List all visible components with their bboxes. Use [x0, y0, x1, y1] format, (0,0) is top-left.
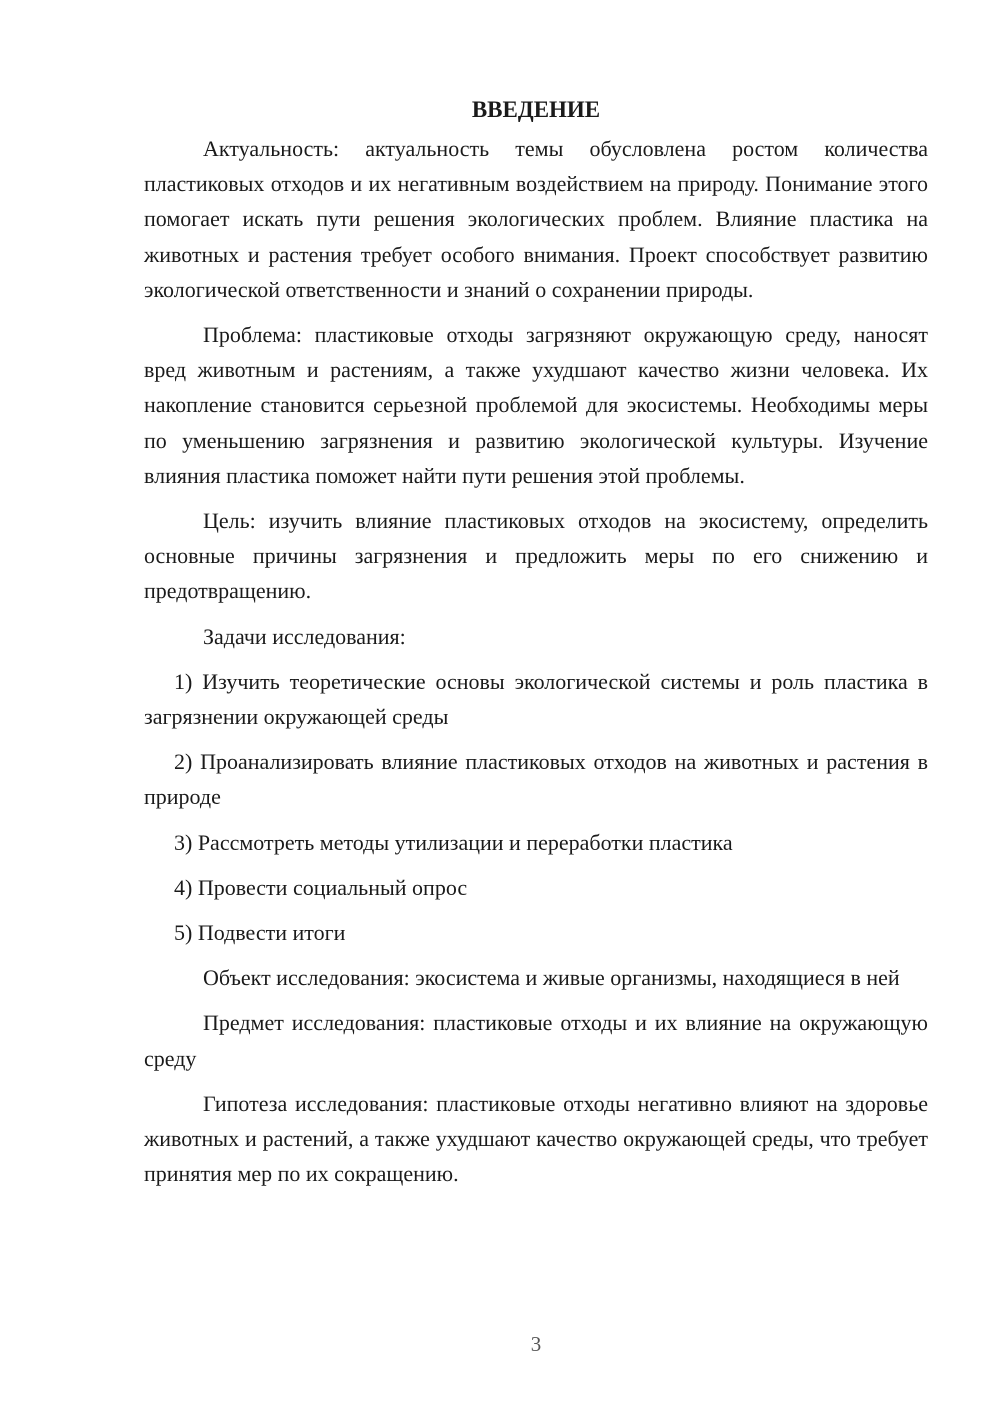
task-item-2: 2) Проанализировать влияние пластиковых отходов на животных и растения в природе: [144, 749, 928, 810]
task-item-3: 3) Рассмотреть методы утилизации и переработки пластика: [174, 829, 733, 855]
subject-paragraph: Предмет исследования: пластиковые отходы и их влияние на окружающую среду: [144, 1010, 928, 1071]
task-item-1: 1) Изучить теоретические основы экологической системы и роль пластика в загрязнении окружающей среды: [144, 668, 928, 730]
page-number: 3: [530, 1332, 542, 1356]
hypothesis-paragraph: Гипотеза исследования: пластиковые отходы негативно влияют на здоровье животных и растений, а также ухудшают качество окружающей среды, что требует принятия мер по их сокращению.: [144, 1090, 928, 1187]
problem-paragraph: Проблема: пластиковые отходы загрязняют окружающую среду, наносят вред животным и растениям, а также ухудшают качество жизни человека. Их накопление становится серьезной проблемой для экосистемы. Необходимы меры по уменьшению загрязнения и развитию экологической культуры. Изучение влияния пластика поможет найти пути решения этой проблемы.: [144, 322, 928, 488]
task-item-5: 5) Подвести итоги: [174, 920, 346, 946]
goal-paragraph: Цель: изучить влияние пластиковых отходов на экосистему, определить основные причины загрязнения и предложить меры по его снижению и предотвращению.: [144, 508, 928, 604]
tasks-heading: Задачи исследования:: [203, 623, 406, 649]
page-title: ВВЕДЕНИЕ: [471, 97, 601, 122]
object-paragraph: Объект исследования: экосистема и живые организмы, находящиеся в ней: [203, 965, 900, 991]
task-item-4: 4) Провести социальный опрос: [174, 874, 468, 900]
document-page: [144, 92, 928, 1201]
relevance-paragraph: Актуальность: актуальность темы обусловлена ростом количества пластиковых отходов и их негативным воздействием на природу. Понимание этого помогает искать пути решения экологических проблем. Влияние пластика на животных и растения требует особого внимания. Проект способствует развитию экологической ответственности и знаний о сохранении природы.: [144, 136, 928, 302]
